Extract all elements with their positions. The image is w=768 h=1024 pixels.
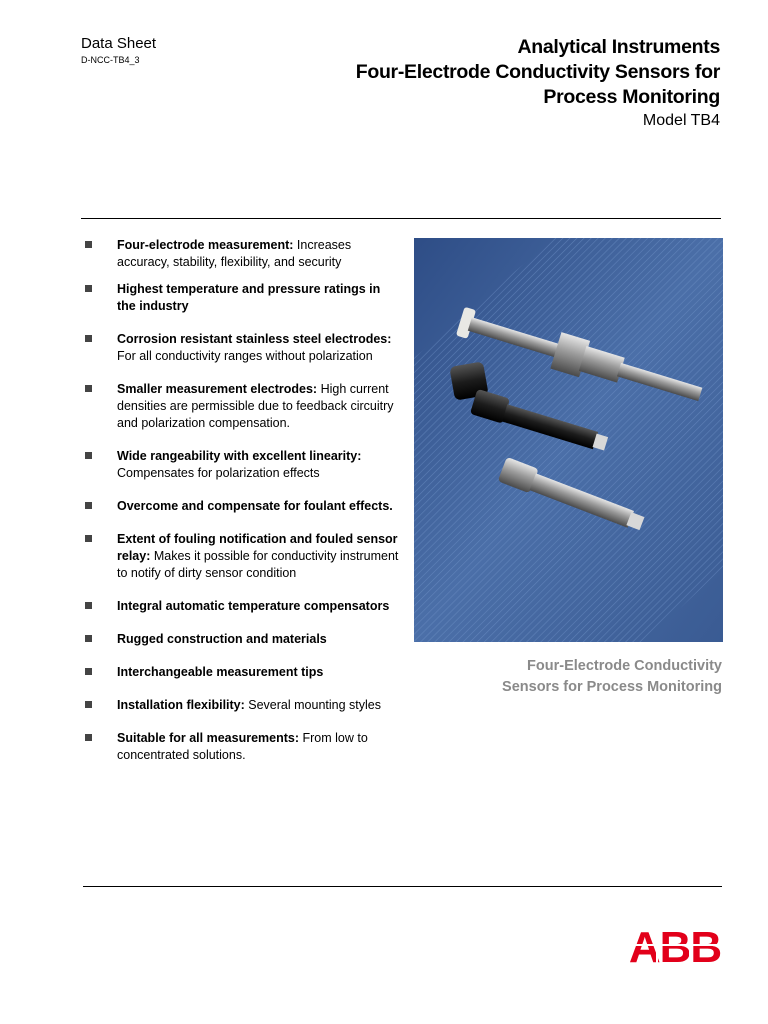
feature-description: Compensates for polarization effects — [117, 466, 320, 480]
feature-heading: Extent of fouling notification and fouled sensor relay: — [117, 532, 398, 563]
square-bullet-icon — [85, 452, 92, 459]
feature-item — [85, 448, 400, 482]
square-bullet-icon — [85, 602, 92, 609]
feature-heading: Overcome and compensate for foulant effects. — [117, 499, 393, 513]
feature-item — [85, 381, 400, 432]
feature-item — [85, 730, 400, 764]
feature-description: High current densities are permissible due to feedback circuitry and polarization compensation. — [117, 382, 394, 430]
doc-type-label: Data Sheet — [81, 35, 157, 52]
feature-description: Makes it possible for conductivity instrument to notify of dirty sensor condition — [117, 549, 399, 580]
feature-item — [85, 237, 400, 271]
feature-heading: Interchangeable measurement tips — [117, 665, 324, 679]
square-bullet-icon — [85, 635, 92, 642]
feature-heading: Smaller measurement electrodes: — [117, 382, 318, 396]
feature-item — [85, 531, 400, 582]
feature-heading: Highest temperature and pressure ratings in the industry — [117, 282, 381, 313]
feature-heading: Corrosion resistant stainless steel electrodes: — [117, 332, 392, 346]
feature-item — [85, 331, 400, 365]
feature-description: Increases accuracy, stability, flexibility, and security — [117, 238, 352, 269]
feature-item — [85, 697, 400, 714]
feature-heading: Rugged construction and materials — [117, 632, 327, 646]
feature-heading: Four-electrode measurement: — [117, 238, 294, 252]
square-bullet-icon — [85, 668, 92, 675]
feature-item — [85, 598, 400, 615]
abb-logo — [626, 924, 724, 966]
feature-heading: Suitable for all measurements: — [117, 731, 300, 745]
svg-text:ABB: ABB — [628, 924, 722, 966]
feature-description: From low to concentrated solutions. — [117, 731, 368, 762]
square-bullet-icon — [85, 385, 92, 392]
feature-heading: Integral automatic temperature compensators — [117, 599, 390, 613]
square-bullet-icon — [85, 535, 92, 542]
feature-item — [85, 281, 400, 315]
square-bullet-icon — [85, 285, 92, 292]
title-line-3: Process Monitoring — [543, 86, 720, 108]
feature-description: Several mounting styles — [244, 698, 381, 712]
top-divider — [81, 218, 721, 219]
square-bullet-icon — [85, 502, 92, 509]
feature-heading: Installation flexibility: — [117, 698, 245, 712]
title-line-2: Four-Electrode Conductivity Sensors for — [355, 61, 720, 83]
square-bullet-icon — [85, 701, 92, 708]
feature-item — [85, 664, 400, 681]
model-label: Model TB4 — [642, 112, 720, 129]
title-line-1: Analytical Instruments — [517, 36, 720, 58]
product-photo — [414, 238, 723, 642]
feature-heading: Wide rangeability with excellent linearity: — [117, 449, 362, 463]
bottom-divider — [83, 886, 722, 887]
feature-list — [85, 237, 400, 764]
square-bullet-icon — [85, 734, 92, 741]
feature-description: For all conductivity ranges without polarization — [117, 349, 373, 363]
photo-caption: Four-Electrode Conductivity Sensors for Process Monitoring — [502, 658, 722, 695]
square-bullet-icon — [85, 241, 92, 248]
feature-item — [85, 631, 400, 648]
title-block — [356, 35, 720, 132]
square-bullet-icon — [85, 335, 92, 342]
feature-item — [85, 498, 400, 515]
doc-code: D-NCC-TB4_3 — [81, 55, 140, 65]
